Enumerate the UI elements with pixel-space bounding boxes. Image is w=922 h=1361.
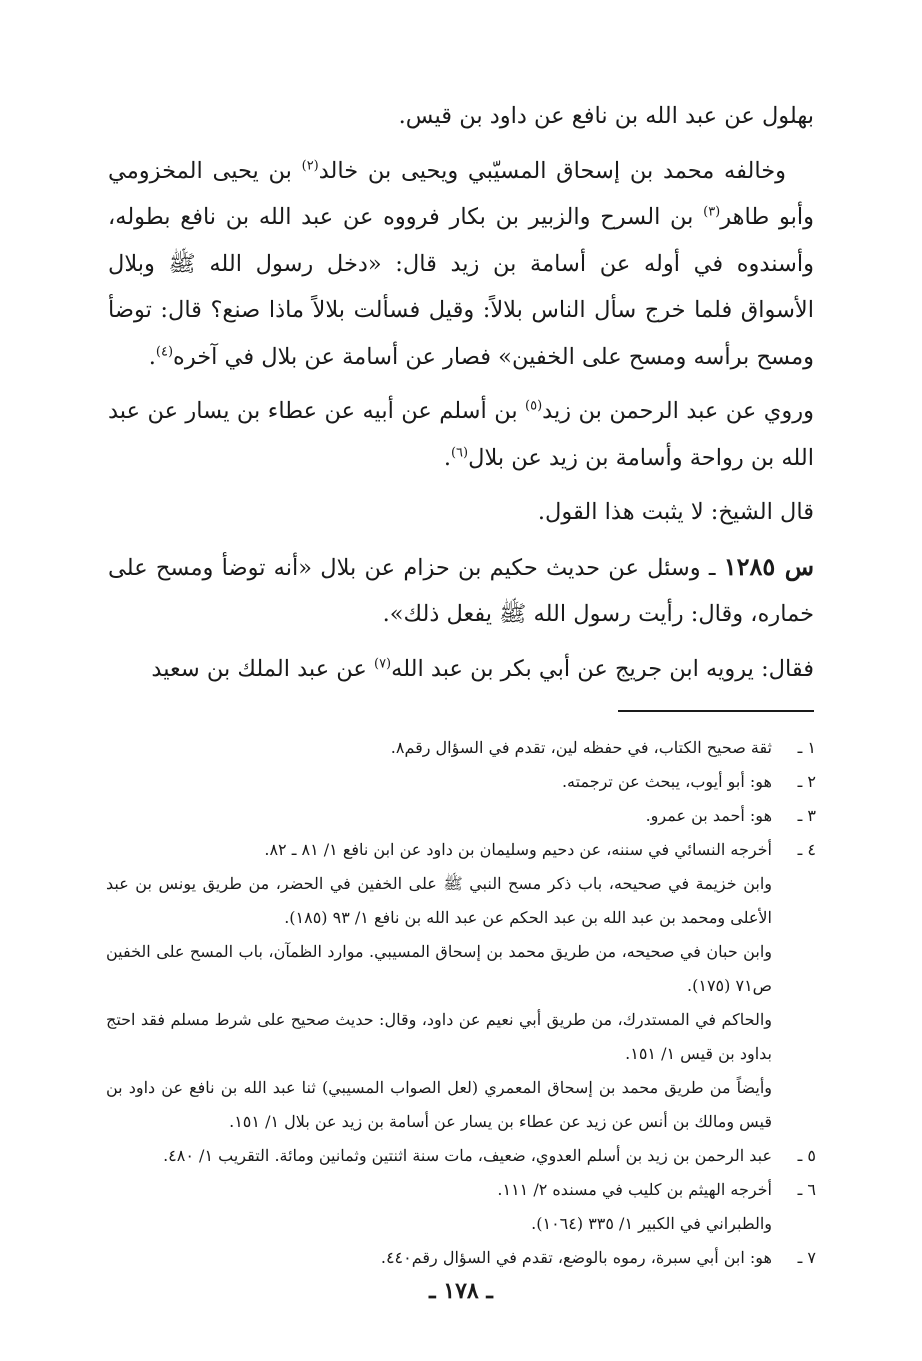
footnotes	[106, 731, 816, 1275]
paragraph-3-part-c: .	[443, 444, 451, 471]
footnote-marker: (٤)	[155, 344, 174, 359]
footnote-4	[106, 833, 816, 867]
footnote-5	[106, 1139, 816, 1173]
footnote-number: ٦ ـ	[797, 1180, 816, 1199]
question-number: س ١٢٨٥	[723, 551, 814, 581]
footnote-text: هو: أحمد بن عمرو.	[645, 806, 772, 825]
question-text: ـ وسئل عن حديث حكيم بن حزام عن بلال «أنه توضأ ومسح على خماره، وقال: رأيت رسول الله ﷺ يفعل ذلك».	[108, 554, 814, 627]
footnote-text: أخرجه النسائي في سننه، عن دحيم وسليمان بن داود عن ابن نافع ١/ ٨١ ـ ٨٢.	[264, 840, 772, 859]
footnote-7	[106, 1241, 816, 1275]
footnote-marker: (٧)	[373, 656, 392, 671]
footnote-2	[106, 765, 816, 799]
footnote-text: عبد الرحمن بن زيد بن أسلم العدوي، ضعيف، مات سنة اثنتين وثمانين ومائة. التقريب ١/ ٤٨٠.	[163, 1146, 772, 1165]
paragraph-4: قال الشيخ: لا يثبت هذا القول.	[537, 499, 814, 525]
paragraph-3-part-b: بن أسلم عن أبيه عن عطاء بن يسار عن عبد الله بن رواحة وأسامة بن زيد عن بلال	[108, 398, 814, 471]
question-paragraph	[108, 544, 814, 638]
footnote-number: ٢ ـ	[797, 772, 816, 791]
footnote-number: ٤ ـ	[797, 840, 816, 859]
footnote-4-continuation: والحاكم في المستدرك، من طريق أبي نعيم عن داود، وقال: حديث صحيح على شرط مسلم فقد احتج بداود بن قيس ١/ ١٥١.	[106, 1010, 772, 1063]
footnote-text: ثقة صحيح الكتاب، في حفظه لين، تقدم في السؤال رقم٨.	[390, 738, 772, 757]
footnote-marker: (٢)	[301, 158, 319, 173]
footnote-number: ٥ ـ	[797, 1146, 816, 1165]
paragraph-3-part-a: وروي عن عبد الرحمن بن زيد	[542, 398, 814, 424]
footnote-4-continuation: وابن حبان في صحيحه، من طريق محمد بن إسحاق المسيبي. موارد الظمآن، باب المسح على الخفين ص٧١ (١٧٥).	[106, 942, 772, 995]
paragraph-1: بهلول عن عبد الله بن نافع عن داود بن قيس.	[398, 103, 814, 129]
paragraph-2-part-a: وخالفه محمد بن إسحاق المسيّبي ويحيى بن خالد	[318, 157, 786, 184]
footnote-6-continuation: والطبراني في الكبير ١/ ٣٣٥ (١٠٦٤).	[531, 1214, 772, 1233]
footnote-text: أخرجه الهيثم بن كليب في مسنده ٢/ ١١١.	[497, 1180, 772, 1199]
answer-part-a: فقال: يرويه ابن جريج عن أبي بكر بن عبد الله	[391, 655, 814, 682]
main-text	[108, 93, 814, 692]
footnote-number: ٣ ـ	[797, 806, 816, 825]
footnote-separator	[618, 710, 814, 712]
footnote-3	[106, 799, 816, 833]
footnote-text: هو: أبو أيوب، يبحث عن ترجمته.	[561, 772, 772, 791]
footnote-marker: (٦)	[450, 445, 469, 460]
footnote-number: ٧ ـ	[797, 1248, 816, 1267]
footnote-6	[106, 1173, 816, 1207]
paragraph-2-part-b: بن يحيى المخزومي وأبو طاهر	[108, 157, 814, 230]
paragraph-2-part-d: .	[148, 343, 156, 370]
paragraph-2	[108, 148, 814, 381]
footnote-marker: (٣)	[703, 204, 721, 220]
footnote-number: ١ ـ	[797, 738, 816, 757]
answer-paragraph	[108, 646, 814, 693]
paragraph-2-part-c: بن السرح والزبير بن بكار فرووه عن عبد الله بن نافع بطوله، وأسندوه في أوله عن أسامة بن زيد قال: «دخل رسول الله ﷺ وبلال الأسواق فلما خرج سأل الناس بلالاً: وقيل فسألت بلالاً ماذا صنع؟ قال: توضأ ومسح برأسه ومسح على الخفين» فصار عن أسامة عن بلال في آخره	[108, 204, 814, 370]
paragraph-3	[108, 388, 814, 481]
footnote-4-continuation: وأيضاً من طريق محمد بن إسحاق المعمري (لعل الصواب المسيبي) ثنا عبد الله بن نافع عن داود بن قيس ومالك بن أنس عن زيد عن عطاء بن يسار عن أسامة بن زيد عن بلال ١/ ١٥١.	[106, 1078, 773, 1131]
footnote-1	[106, 731, 816, 765]
footnote-4-continuation: وابن خزيمة في صحيحه، باب ذكر مسح النبي ﷺ على الخفين في الحضر، من طريق يونس بن عبد الأعلى ومحمد بن عبد الله بن عبد الحكم عن عبد الله بن نافع ١/ ٩٣ (١٨٥).	[106, 874, 772, 927]
footnote-marker: (٥)	[525, 398, 543, 414]
answer-part-b: عن عبد الملك بن سعيد	[151, 655, 374, 682]
footnote-text: هو: ابن أبي سبرة، رموه بالوضع، تقدم في السؤال رقم٤٤٠.	[380, 1248, 772, 1267]
page-number: ـ ١٧٨ ـ	[429, 1278, 493, 1304]
